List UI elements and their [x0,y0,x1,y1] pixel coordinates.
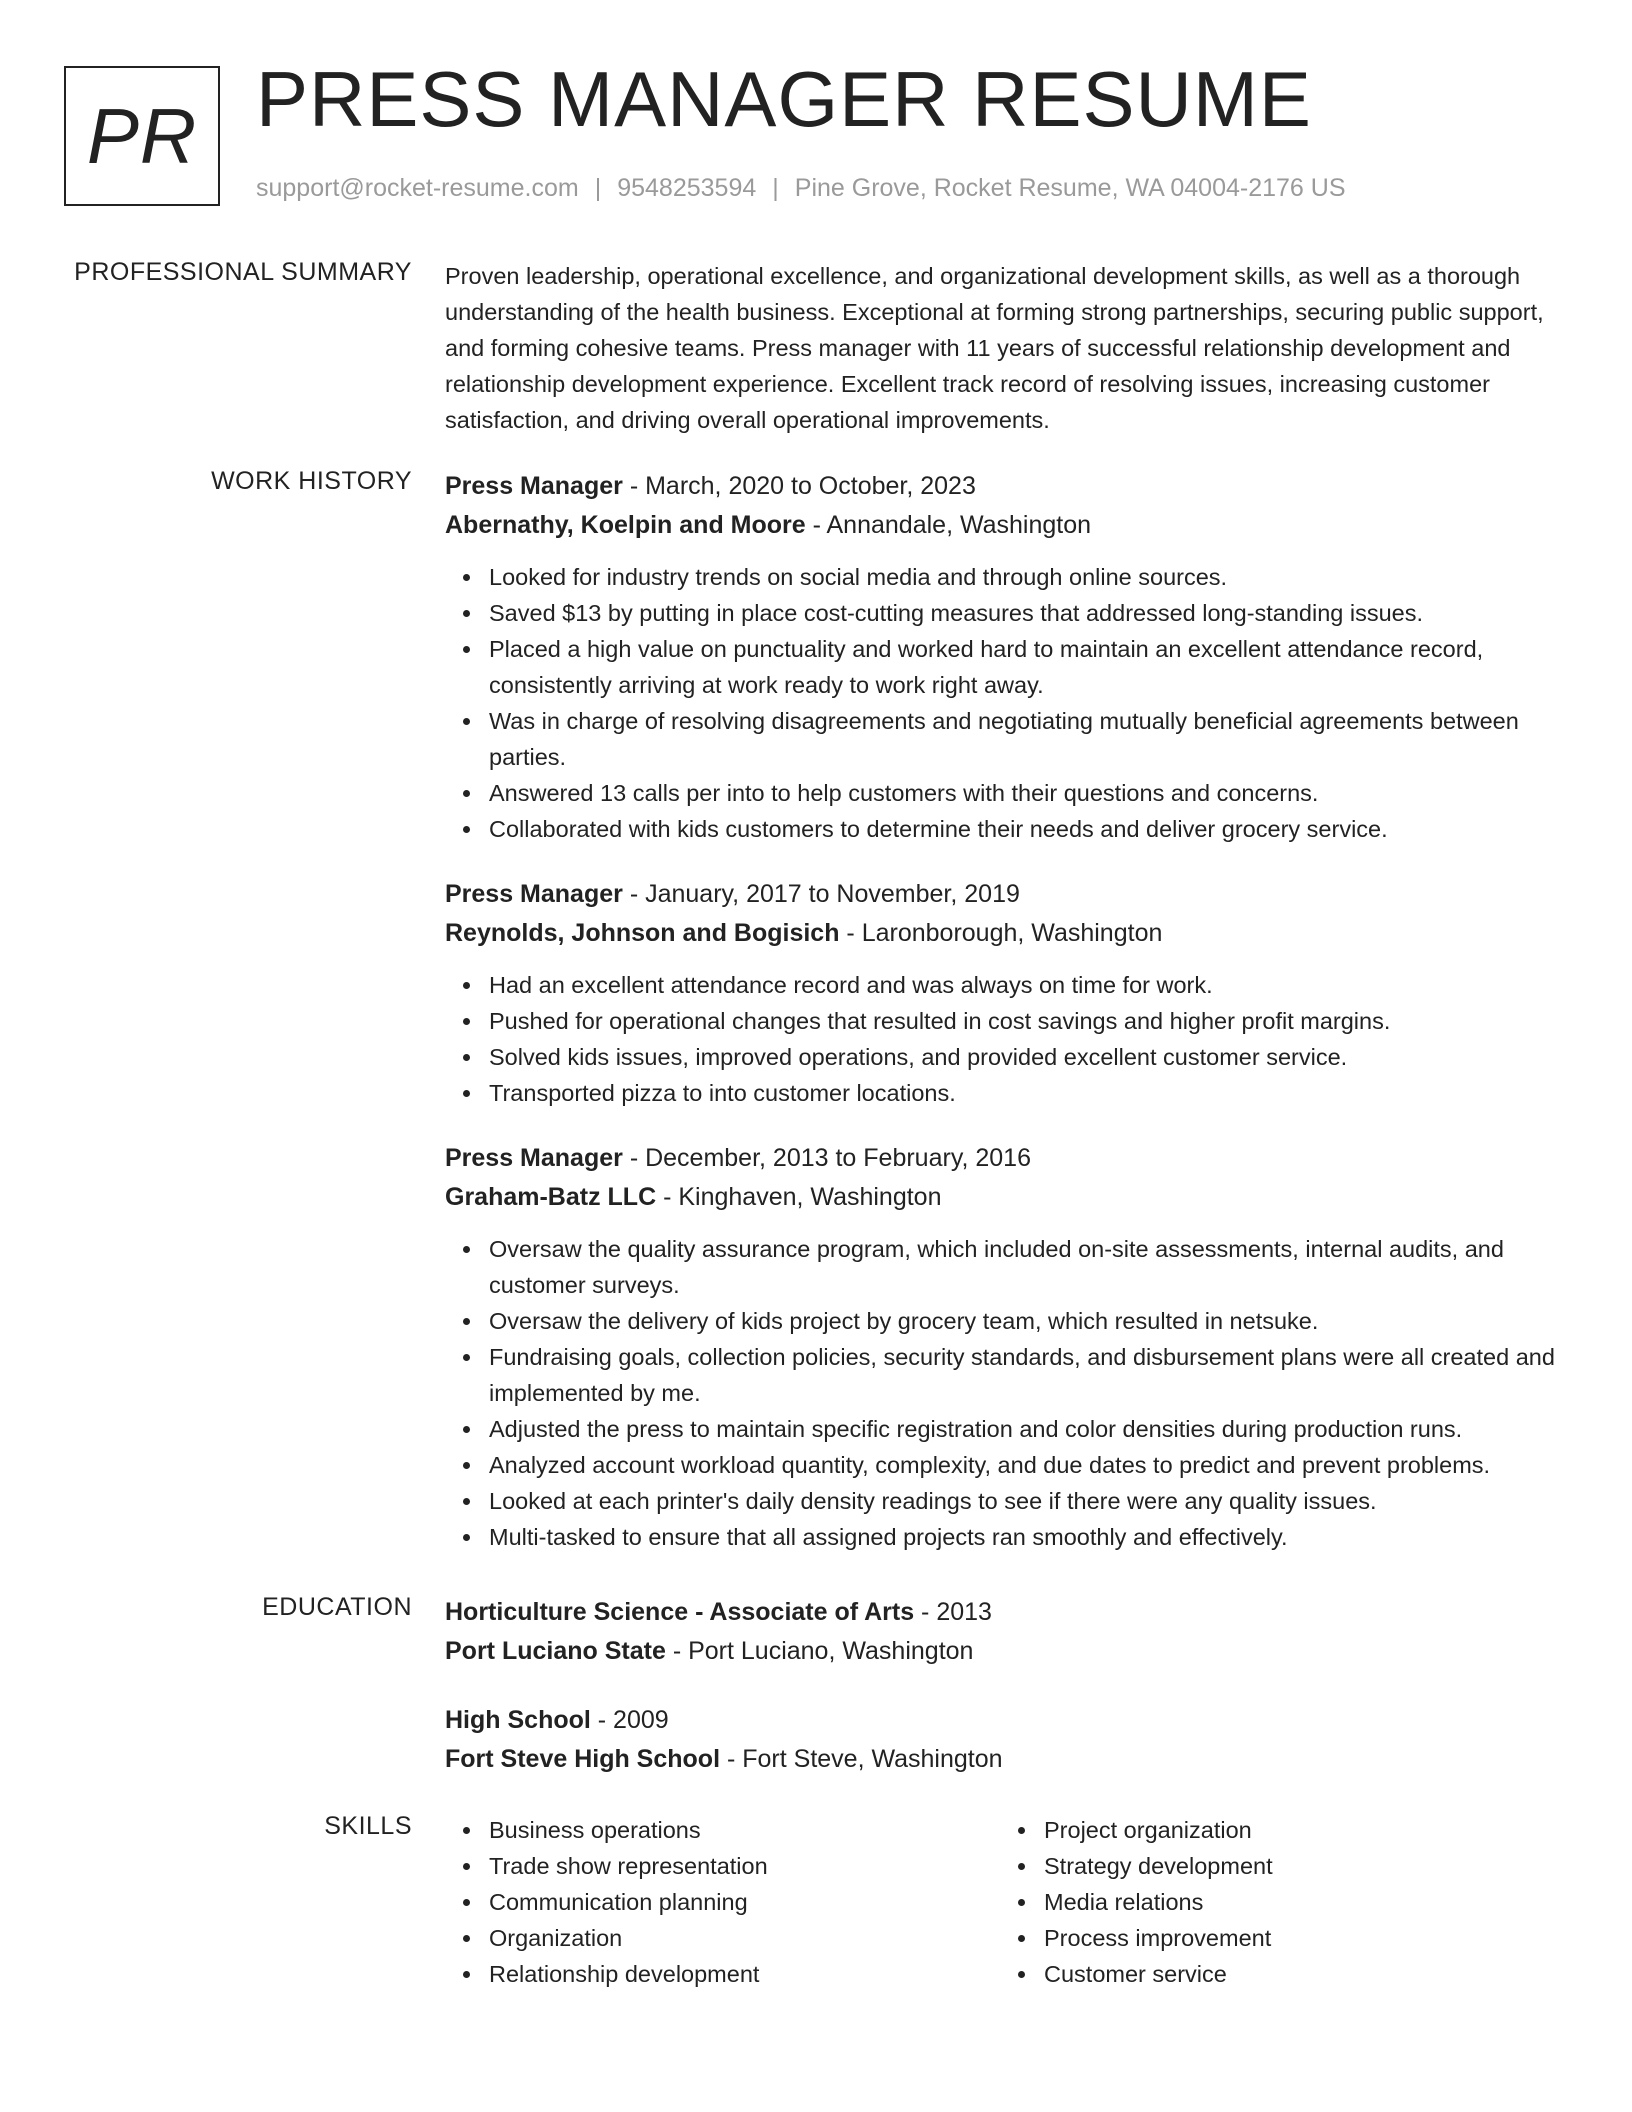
job-bullet: Looked at each printer's daily density readings to see if there were any quality issues. [489,1483,1555,1519]
skills-column-right [1000,1812,1555,1992]
skill-item: Organization [489,1920,1000,1956]
section-label-education: EDUCATION [262,1593,412,1621]
job-location: - Laronborough, Washington [839,919,1163,947]
job-dates: - January, 2017 to November, 2019 [622,880,1020,908]
skill-item: Process improvement [1044,1920,1555,1956]
job-bullet: Fundraising goals, collection policies, security standards, and disbursement plans were all created and implemented by me. [489,1339,1555,1411]
job-bullet: Adjusted the press to maintain specific registration and color densities during production runs. [489,1411,1555,1447]
job-bullet: Was in charge of resolving disagreements and negotiating mutually beneficial agreements between parties. [489,703,1555,775]
job-title: Press Manager [445,880,623,908]
job-title-line [445,1139,1555,1178]
skill-item: Customer service [1044,1956,1555,1992]
job-entry [445,1139,1555,1555]
education-degree-line [445,1593,1555,1632]
job-bullet: Oversaw the quality assurance program, which included on-site assessments, internal audits, and customer surveys. [489,1231,1555,1303]
skill-item: Communication planning [489,1884,1000,1920]
education-school: Port Luciano State [445,1637,666,1665]
education-school-line [445,1740,1555,1779]
job-bullets [445,559,1555,847]
education-degree-line [445,1701,1555,1740]
job-bullet: Answered 13 calls per into to help customers with their questions and concerns. [489,775,1555,811]
job-bullet: Oversaw the delivery of kids project by grocery team, which resulted in netsuke. [489,1303,1555,1339]
job-bullet: Looked for industry trends on social media and through online sources. [489,559,1555,595]
contact-phone: 9548253594 [617,174,757,202]
job-bullets [445,1231,1555,1555]
section-label-summary: PROFESSIONAL SUMMARY [74,258,412,286]
contact-separator: | [594,174,602,202]
education-location: - Fort Steve, Washington [720,1745,1003,1773]
job-company: Graham-Batz LLC [445,1183,657,1211]
job-dates: - March, 2020 to October, 2023 [622,472,976,500]
resume-title: PRESS MANAGER RESUME [256,55,1312,143]
job-entry [445,467,1555,847]
job-bullet: Solved kids issues, improved operations, and provided excellent customer service. [489,1039,1555,1075]
job-title-line [445,467,1555,506]
job-company: Reynolds, Johnson and Bogisich [445,919,840,947]
skill-item: Trade show representation [489,1848,1000,1884]
job-company-line [445,506,1555,545]
skill-item: Project organization [1044,1812,1555,1848]
section-label-skills: SKILLS [324,1812,412,1840]
skill-item: Strategy development [1044,1848,1555,1884]
education-school-line [445,1632,1555,1671]
job-bullet: Multi-tasked to ensure that all assigned projects ran smoothly and effectively. [489,1519,1555,1555]
education-degree: Horticulture Science - Associate of Arts [445,1598,915,1626]
skill-item: Relationship development [489,1956,1000,1992]
education-degree: High School [445,1706,591,1734]
job-bullet: Placed a high value on punctuality and worked hard to maintain an excellent attendance record, consistently arriving at work ready to work right away. [489,631,1555,703]
contact-address: Pine Grove, Rocket Resume, WA 04004-2176 US [794,174,1346,202]
education-location: - Port Luciano, Washington [665,1637,974,1665]
job-title: Press Manager [445,1144,623,1172]
skill-item: Media relations [1044,1884,1555,1920]
skill-item: Business operations [489,1812,1000,1848]
job-location: - Annandale, Washington [805,511,1092,539]
contact-separator: | [772,174,779,202]
job-company: Abernathy, Koelpin and Moore [445,511,806,539]
section-label-work-history: WORK HISTORY [211,467,412,495]
job-entry [445,875,1555,1111]
job-bullet: Collaborated with kids customers to determine their needs and deliver grocery service. [489,811,1555,847]
job-title-line [445,875,1555,914]
job-company-line [445,1178,1555,1217]
education-entry [445,1593,1555,1671]
job-company-line [445,914,1555,953]
education-entry [445,1701,1555,1779]
skills-column-left [445,1812,1000,1992]
monogram-box [64,66,220,206]
education-year: - 2013 [914,1598,992,1626]
job-location: - Kinghaven, Washington [656,1183,942,1211]
contact-line [256,174,1346,203]
job-bullet: Transported pizza to into customer locations. [489,1075,1555,1111]
contact-email: support@rocket-resume.com [256,174,579,202]
job-bullet: Pushed for operational changes that resulted in cost savings and higher profit margins. [489,1003,1555,1039]
job-dates: - December, 2013 to February, 2016 [622,1144,1031,1172]
education-year: - 2009 [590,1706,669,1734]
job-bullet: Had an excellent attendance record and was always on time for work. [489,967,1555,1003]
job-bullet: Saved $13 by putting in place cost-cutting measures that addressed long-standing issues. [489,595,1555,631]
job-bullets [445,967,1555,1111]
skills-grid [445,1812,1555,1992]
summary-text: Proven leadership, operational excellence, and organizational development skills, as well as a thorough understanding of the health business. Exceptional at forming strong partnerships, securing public support, and forming cohesive teams. Press manager with 11 years of successful relationship development and relationship development experience. Excellent track record of resolving issues, increasing customer satisfaction, and driving overall operational improvements. [445,263,1544,433]
monogram-text: PR [86,91,198,180]
job-bullet: Analyzed account workload quantity, complexity, and due dates to predict and prevent problems. [489,1447,1555,1483]
job-title: Press Manager [445,472,623,500]
education-school: Fort Steve High School [445,1745,721,1773]
